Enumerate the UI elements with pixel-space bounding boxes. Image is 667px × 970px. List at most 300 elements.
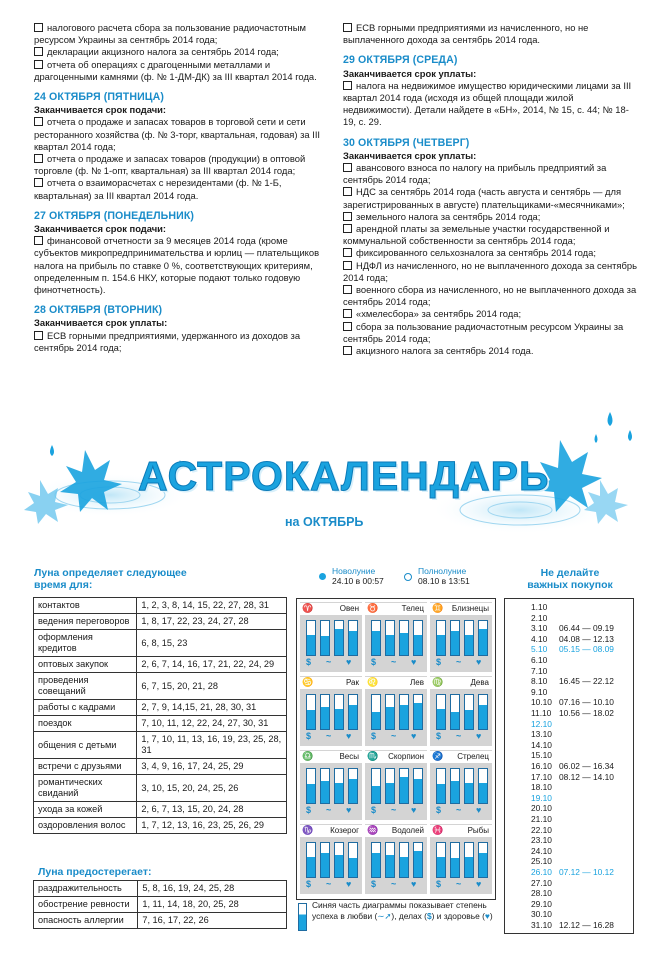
table-row xyxy=(34,881,287,897)
checkbox-icon xyxy=(343,187,352,196)
schedule-item: фиксированного сельхозналога за сентябрь 2014 года; xyxy=(343,247,637,259)
purchase-row xyxy=(531,773,614,782)
success-bar-fill xyxy=(451,631,459,655)
purchase-date: 18.10 xyxy=(531,782,552,793)
zodiac-name: Рыбы xyxy=(430,825,492,837)
success-bar xyxy=(348,768,358,804)
success-bar xyxy=(348,842,358,878)
zodiac-cell xyxy=(300,602,362,672)
success-bar xyxy=(413,842,423,878)
success-bar-fill xyxy=(400,705,408,729)
money-icon: $ xyxy=(436,731,442,741)
purchase-date: 7.10 xyxy=(531,665,548,676)
success-bar-fill xyxy=(321,636,329,655)
purchase-row xyxy=(531,688,559,697)
legend-bar-icon xyxy=(298,903,307,931)
purchase-date: 15.10 xyxy=(531,750,552,761)
schedule-item: декларации акцизного налога за сентябрь 2014 года; xyxy=(34,46,326,58)
table-row xyxy=(34,673,287,700)
moon-table xyxy=(33,597,287,834)
purchase-date: 20.10 xyxy=(531,803,552,814)
new-moon-value: 24.10 в 00:57 xyxy=(332,576,384,586)
purchase-date: 10.10 xyxy=(531,697,552,708)
checkbox-icon xyxy=(343,212,352,221)
money-icon: $ xyxy=(306,805,312,815)
zodiac-sign-icon: ♌ xyxy=(367,677,379,687)
success-bar-fill xyxy=(349,705,357,729)
zodiac-cell xyxy=(365,602,427,672)
zodiac-name: Рак xyxy=(300,677,362,689)
success-bar xyxy=(478,768,488,804)
success-bar-fill xyxy=(386,783,394,803)
row-days: 1, 7, 12, 13, 16, 23, 25, 26, 29 xyxy=(137,818,287,834)
zodiac-sign-icon: ♈ xyxy=(302,603,314,613)
schedule-item: авансового взноса по налогу на прибыль предприятий за сентябрь 2014 года; xyxy=(343,162,607,186)
zodiac-name: Лев xyxy=(365,677,427,689)
zodiac-sign-icon: ♒ xyxy=(367,825,379,835)
table-row xyxy=(34,732,287,759)
success-bar-fill xyxy=(372,712,380,729)
table-row xyxy=(34,897,287,913)
schedule-item: «хмелесбора» за сентябрь 2014 года; xyxy=(343,308,637,320)
row-label: поездок xyxy=(34,716,137,732)
zodiac-name: Телец xyxy=(365,603,427,615)
row-days: 6, 7, 15, 20, 21, 28 xyxy=(137,673,287,700)
success-bar xyxy=(399,694,409,730)
health-icon: ♥ xyxy=(476,879,482,889)
money-icon: $ xyxy=(426,911,432,921)
zodiac-cell xyxy=(365,676,427,746)
zodiac-legend xyxy=(312,900,496,922)
schedule-item: ЕСВ горными предприятиями из начисленного, но не выплаченного дохода за сентябрь 2014 года. xyxy=(343,22,589,46)
purchase-date: 23.10 xyxy=(531,835,552,846)
row-days: 1, 8, 17, 22, 23, 24, 27, 28 xyxy=(137,614,287,630)
row-label: ведения переговоров xyxy=(34,614,137,630)
success-bar-fill xyxy=(400,777,408,803)
schedule-item: военного сбора из начисленного, но не выплаченного дохода за сентябрь 2014 года; xyxy=(343,284,637,308)
love-icon: ~ xyxy=(326,731,332,741)
success-bar-fill xyxy=(372,786,380,803)
health-icon: ♥ xyxy=(346,731,352,741)
purchase-date: 16.10 xyxy=(531,761,552,771)
row-days: 2, 7, 9, 14,15, 21, 28, 30, 31 xyxy=(137,700,287,716)
purchase-row xyxy=(531,879,559,888)
zodiac-cell xyxy=(365,824,427,894)
zodiac-grid xyxy=(296,598,496,900)
success-bar-fill xyxy=(400,857,408,877)
success-bar xyxy=(306,694,316,730)
success-bar-fill xyxy=(437,784,445,803)
purchase-date: 22.10 xyxy=(531,824,552,835)
purchase-time: 08.12 — 14.10 xyxy=(559,771,614,782)
success-bar xyxy=(436,842,446,878)
success-bar xyxy=(399,768,409,804)
success-bar-fill xyxy=(335,709,343,729)
full-moon-label: Полнолуние xyxy=(418,566,467,576)
checkbox-icon xyxy=(343,163,352,172)
schedule-item: ЕСВ горными предприятиями, удержанного из доходов за сентябрь 2014 года; xyxy=(34,329,301,353)
success-bar xyxy=(371,842,381,878)
love-icon: ~ xyxy=(456,657,462,667)
love-icon: ∼➚ xyxy=(377,911,392,921)
purchase-date: 30.10 xyxy=(531,909,552,920)
schedule-item: сбора за пользование радиочастотным ресурсом Украины за сентябрь 2014 года; xyxy=(343,320,624,344)
checkbox-icon xyxy=(34,60,43,69)
full-moon-icon xyxy=(404,573,412,581)
purchase-row xyxy=(531,847,559,856)
schedule-item: налога на недвижимое имущество юридическими лицами за III квартал 2014 года (исходя из общей площади жилой недвижимости). Детали найдете в «БН», 2014, № 15, с. 44; № 18-19, с. 29. xyxy=(343,79,632,128)
success-bar xyxy=(450,768,460,804)
purchase-row xyxy=(531,709,614,718)
health-icon: ♥ xyxy=(476,731,482,741)
row-days: 1, 2, 3, 8, 14, 15, 22, 27, 28, 31 xyxy=(137,598,287,614)
checkbox-icon xyxy=(343,224,352,233)
purchase-date: 5.10 xyxy=(531,644,548,655)
row-label: оздоровления волос xyxy=(34,818,137,834)
success-bar-fill xyxy=(321,707,329,729)
success-bar-fill xyxy=(437,709,445,729)
purchase-date: 27.10 xyxy=(531,877,552,888)
success-bar xyxy=(450,694,460,730)
love-icon: ~ xyxy=(391,657,397,667)
success-bar-fill xyxy=(307,710,315,729)
row-label: проведения совещаний xyxy=(34,673,137,700)
checkbox-icon xyxy=(34,178,43,187)
moon-table-heading: Луна определяет следующее время для: xyxy=(34,567,187,591)
purchase-date: 28.10 xyxy=(531,888,552,899)
purchase-time: 06.44 — 09.19 xyxy=(559,623,614,634)
purchase-date: 8.10 xyxy=(531,676,548,687)
zodiac-sign-icon: ♓ xyxy=(432,825,444,835)
success-bar xyxy=(464,768,474,804)
purchase-row xyxy=(531,889,559,898)
zodiac-cell xyxy=(430,824,492,894)
purchase-date: 9.10 xyxy=(531,686,548,697)
section-subtitle: Заканчивается срок уплаты: xyxy=(343,67,477,79)
success-bar xyxy=(348,620,358,656)
zodiac-sign-icon: ♑ xyxy=(302,825,314,835)
success-bar-fill xyxy=(349,858,357,877)
right-column xyxy=(343,22,637,357)
checkbox-icon xyxy=(343,322,352,331)
health-icon: ♥ xyxy=(476,805,482,815)
success-bar xyxy=(334,620,344,656)
money-icon: $ xyxy=(436,657,442,667)
love-icon: ~ xyxy=(456,879,462,889)
table-row xyxy=(34,759,287,775)
zodiac-cell xyxy=(430,602,492,672)
success-bar xyxy=(306,842,316,878)
purchase-row xyxy=(531,603,559,612)
success-bar xyxy=(385,620,395,656)
purchase-time: 04.08 — 12.13 xyxy=(559,633,614,644)
schedule-item: отчета о взаиморасчетах с нерезидентами (ф. № 1-Б, квартальная) за III квартал 2014 года. xyxy=(34,177,282,201)
schedule-item: отчета о продаже и запасах товаров (продукции) в оптовой торговле (ф. № 1-опт, квартальная) за III квартал 2014 года; xyxy=(34,153,306,177)
purchase-date: 24.10 xyxy=(531,845,552,856)
zodiac-sign-icon: ♍ xyxy=(432,677,444,687)
row-days: 7, 10, 11, 12, 22, 24, 27, 30, 31 xyxy=(137,716,287,732)
zodiac-name: Водолей xyxy=(365,825,427,837)
success-bar xyxy=(413,620,423,656)
success-bar xyxy=(348,694,358,730)
row-label: ухода за кожей xyxy=(34,802,137,818)
purchase-row xyxy=(531,815,559,824)
success-bar-fill xyxy=(465,783,473,803)
row-label: раздражительность xyxy=(34,881,138,897)
money-icon: $ xyxy=(436,805,442,815)
schedule-item: финансовой отчетности за 9 месяцев 2014 года (кроме субъектов микропредпринимательства и юрлиц — плательщиков налога на прибыль по ставке 0 %, соответствующих критериям, определенным п. 154.6 НКУ, которые подают только годовую финотчетность). xyxy=(34,235,320,296)
success-bar xyxy=(320,620,330,656)
success-bar xyxy=(478,694,488,730)
health-icon: ♥ xyxy=(411,805,417,815)
purchase-row xyxy=(531,826,559,835)
schedule-item: арендной платы за земельные участки государственной и коммунальной собственности за сентябрь 2014 года; xyxy=(343,223,610,247)
checkbox-icon xyxy=(34,331,43,340)
purchase-time: 06.02 — 16.34 xyxy=(559,761,614,771)
checkbox-icon xyxy=(343,285,352,294)
money-icon: $ xyxy=(306,879,312,889)
row-days: 2, 6, 7, 14, 16, 17, 21, 22, 24, 29 xyxy=(137,657,287,673)
table-row xyxy=(34,614,287,630)
section-date: 24 ОКТЯБРЯ (ПЯТНИЦА) xyxy=(34,91,165,104)
love-icon: ~ xyxy=(456,805,462,815)
success-bar-fill xyxy=(437,635,445,655)
section-date: 29 ОКТЯБРЯ (СРЕДА) xyxy=(343,54,458,67)
success-bar-fill xyxy=(414,703,422,729)
health-icon: ♥ xyxy=(484,911,490,921)
purchase-time: 07.12 — 10.12 xyxy=(559,867,614,877)
purchase-row xyxy=(531,910,559,919)
health-icon: ♥ xyxy=(346,657,352,667)
success-bar xyxy=(385,768,395,804)
success-bar xyxy=(371,620,381,656)
row-days: 1, 11, 14, 18, 20, 25, 28 xyxy=(138,897,287,913)
money-icon: $ xyxy=(371,731,377,741)
purchase-row xyxy=(531,836,559,845)
success-bar-fill xyxy=(335,783,343,803)
success-bar-fill xyxy=(386,635,394,655)
section-date: 30 ОКТЯБРЯ (ЧЕТВЕРГ) xyxy=(343,136,470,149)
warn-heading: Луна предостерегает: xyxy=(38,866,152,878)
zodiac-sign-icon: ♐ xyxy=(432,751,444,761)
legend-end: ) и здоровье ( xyxy=(431,911,485,921)
health-icon: ♥ xyxy=(346,805,352,815)
love-icon: ~ xyxy=(456,731,462,741)
money-icon: $ xyxy=(306,731,312,741)
row-label: встречи с друзьями xyxy=(34,759,137,775)
purchase-row xyxy=(531,698,614,707)
purchases-list xyxy=(504,598,634,934)
purchase-row xyxy=(531,677,614,686)
checkbox-icon xyxy=(343,346,352,355)
success-bar xyxy=(306,768,316,804)
purchase-row xyxy=(531,645,614,654)
row-days: 3, 4, 9, 16, 17, 24, 25, 29 xyxy=(137,759,287,775)
checkbox-icon xyxy=(343,261,352,270)
success-bar-fill xyxy=(307,784,315,803)
checkbox-icon xyxy=(34,23,43,32)
zodiac-cell xyxy=(430,676,492,746)
purchase-row xyxy=(531,921,614,930)
row-label: контактов xyxy=(34,598,137,614)
success-bar-fill xyxy=(414,851,422,877)
purchase-date: 19.10 xyxy=(531,792,552,803)
success-bar-fill xyxy=(335,855,343,877)
zodiac-cell xyxy=(365,750,427,820)
success-bar-fill xyxy=(386,855,394,877)
success-bar xyxy=(320,694,330,730)
row-label: оптовых закупок xyxy=(34,657,137,673)
success-bar xyxy=(399,620,409,656)
zodiac-name: Овен xyxy=(300,603,362,615)
success-bar-fill xyxy=(349,779,357,803)
zodiac-name: Дева xyxy=(430,677,492,689)
purchase-row xyxy=(531,614,559,623)
section-subtitle: Заканчивается срок подачи: xyxy=(34,223,167,235)
success-bar xyxy=(478,620,488,656)
purchase-time: 05.15 — 08.09 xyxy=(559,644,614,655)
schedule-item: акцизного налога за сентябрь 2014 года. xyxy=(343,345,637,357)
zodiac-name: Весы xyxy=(300,751,362,763)
purchase-date: 4.10 xyxy=(531,633,548,644)
success-bar-fill xyxy=(386,707,394,729)
purchase-date: 6.10 xyxy=(531,655,548,665)
schedule-item: отчета об операциях с драгоценными металлами и драгоценными камнями (ф. № 1-ДМ-ДК) за III квартал 2014 года. xyxy=(34,58,317,82)
success-bar-fill xyxy=(451,781,459,803)
purchase-row xyxy=(531,635,614,644)
purchase-row xyxy=(531,857,559,866)
section-subtitle: Заканчивается срок уплаты: xyxy=(34,317,168,329)
row-days: 2, 6, 7, 13, 15, 20, 24, 28 xyxy=(137,802,287,818)
success-bar xyxy=(464,694,474,730)
purchase-row xyxy=(531,804,559,813)
success-bar-fill xyxy=(414,779,422,803)
zodiac-name: Козерог xyxy=(300,825,362,837)
success-bar xyxy=(371,694,381,730)
schedule-item: земельного налога за сентябрь 2014 года; xyxy=(343,211,637,223)
purchase-row xyxy=(531,730,559,739)
zodiac-sign-icon: ♋ xyxy=(302,677,314,687)
success-bar xyxy=(334,842,344,878)
purchase-row xyxy=(531,783,559,792)
purchase-time: 16.45 — 22.12 xyxy=(559,676,614,687)
health-icon: ♥ xyxy=(411,879,417,889)
checkbox-icon xyxy=(34,236,43,245)
purchase-row xyxy=(531,656,559,665)
zodiac-cell xyxy=(300,824,362,894)
love-icon: ~ xyxy=(326,805,332,815)
checkbox-icon xyxy=(343,23,352,32)
success-bar-fill xyxy=(465,857,473,877)
banner-subtitle: на ОКТЯБРЬ xyxy=(285,515,364,529)
purchases-heading: Не делайте важных покупок xyxy=(527,567,613,591)
success-bar-fill xyxy=(479,629,487,655)
zodiac-name: Скорпион xyxy=(365,751,427,763)
success-bar-fill xyxy=(349,631,357,655)
success-bar-fill xyxy=(307,857,315,877)
success-bar xyxy=(436,694,446,730)
success-bar-fill xyxy=(479,853,487,877)
section-subtitle: Заканчивается срок уплаты: xyxy=(343,149,477,161)
zodiac-sign-icon: ♊ xyxy=(432,603,444,613)
zodiac-sign-icon: ♏ xyxy=(367,751,379,761)
purchase-row xyxy=(531,624,614,633)
purchase-date: 21.10 xyxy=(531,814,552,824)
checkbox-icon xyxy=(34,117,43,126)
row-label: работы с кадрами xyxy=(34,700,137,716)
success-bar-fill xyxy=(414,635,422,655)
love-icon: ~ xyxy=(391,731,397,741)
success-bar-fill xyxy=(451,858,459,877)
purchase-time: 12.12 — 16.28 xyxy=(559,920,614,930)
love-icon: ~ xyxy=(391,879,397,889)
purchase-date: 3.10 xyxy=(531,623,548,634)
row-label: романтических свиданий xyxy=(34,775,137,802)
money-icon: $ xyxy=(306,657,312,667)
new-moon-label: Новолуние xyxy=(332,566,376,576)
purchase-row xyxy=(531,751,559,760)
checkbox-icon xyxy=(343,248,352,257)
purchase-date: 11.10 xyxy=(531,708,552,718)
schedule-item: налогового расчета сбора за пользование радиочастотным ресурсом Украины за сентябрь 2014 года; xyxy=(34,22,306,46)
success-bar xyxy=(320,768,330,804)
row-days: 3, 10, 15, 20, 24, 25, 26 xyxy=(137,775,287,802)
table-row xyxy=(34,716,287,732)
purchase-time: 07.16 — 10.10 xyxy=(559,697,614,708)
zodiac-sign-icon: ♎ xyxy=(302,751,314,761)
table-row xyxy=(34,598,287,614)
checkbox-icon xyxy=(343,81,352,90)
banner-title: АСТРОКАЛЕНДАРЬ xyxy=(138,453,550,499)
checkbox-icon xyxy=(34,154,43,163)
purchase-date: 13.10 xyxy=(531,729,552,740)
purchase-date: 31.10 xyxy=(531,920,552,930)
left-column xyxy=(34,22,326,354)
purchase-row xyxy=(531,794,559,803)
row-days: 6, 8, 15, 23 xyxy=(137,630,287,657)
success-bar-fill xyxy=(451,712,459,729)
purchase-row xyxy=(531,868,614,877)
new-moon-icon xyxy=(319,573,326,580)
health-icon: ♥ xyxy=(346,879,352,889)
purchase-date: 17.10 xyxy=(531,771,552,782)
success-bar xyxy=(464,842,474,878)
checkbox-icon xyxy=(34,47,43,56)
schedule-item: отчета о продаже и запасах товаров в торговой сети и сети ресторанного хозяйства (ф. № 3-торг, квартальная, годовая) за III квартал 2014 года; xyxy=(34,116,321,152)
zodiac-cell xyxy=(300,750,362,820)
success-bar-fill xyxy=(321,781,329,803)
warn-table xyxy=(33,880,287,929)
purchase-row xyxy=(531,762,614,771)
success-bar xyxy=(413,768,423,804)
health-icon: ♥ xyxy=(476,657,482,667)
success-bar-fill xyxy=(465,635,473,655)
health-icon: ♥ xyxy=(411,657,417,667)
row-label: опасность аллергии xyxy=(34,913,138,929)
row-label: обострение ревности xyxy=(34,897,138,913)
full-moon-value: 08.10 в 13:51 xyxy=(418,576,470,586)
success-bar xyxy=(436,768,446,804)
zodiac-name: Близнецы xyxy=(430,603,492,615)
success-bar-fill xyxy=(437,857,445,877)
love-icon: ~ xyxy=(326,657,332,667)
purchase-row xyxy=(531,667,559,676)
money-icon: $ xyxy=(371,657,377,667)
success-bar xyxy=(464,620,474,656)
purchase-date: 25.10 xyxy=(531,856,552,867)
success-bar-fill xyxy=(307,635,315,655)
section-subtitle: Заканчивается срок подачи: xyxy=(34,104,167,116)
